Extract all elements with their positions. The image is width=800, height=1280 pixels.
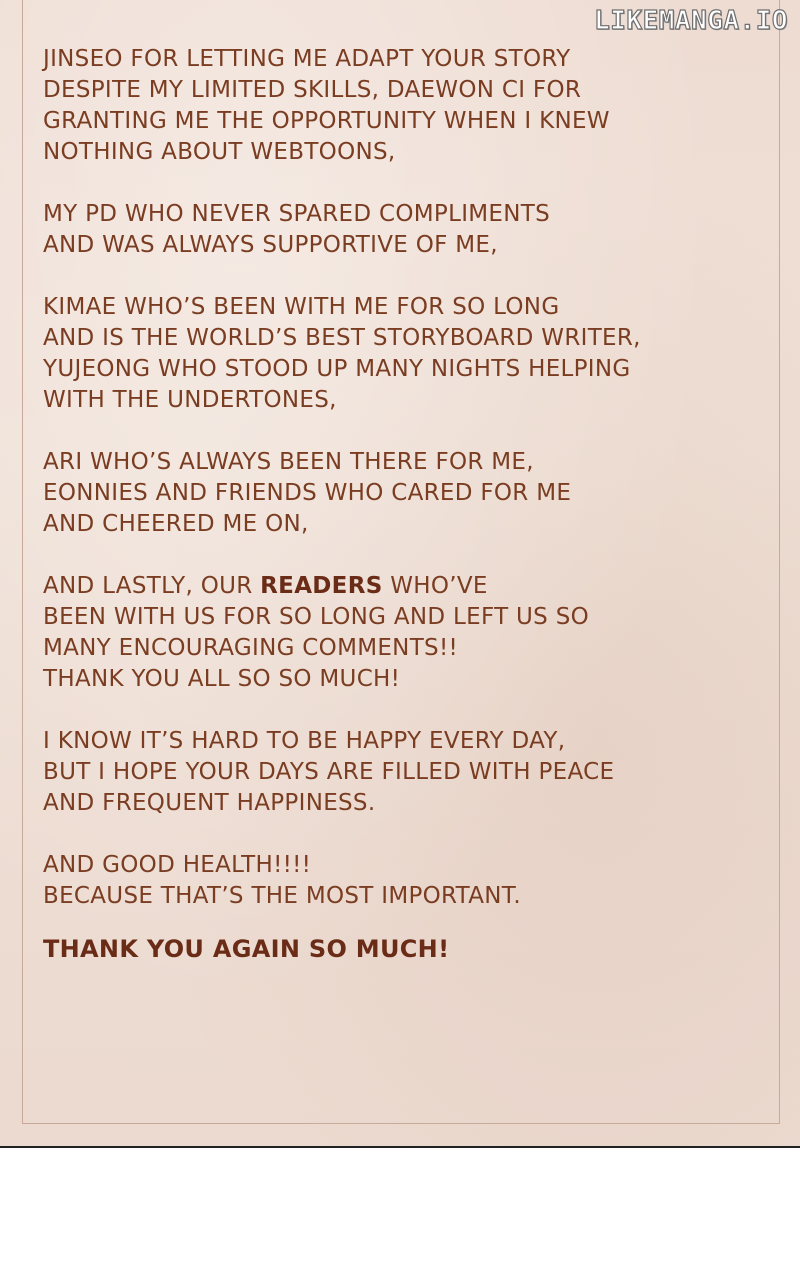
thank-you-letter	[43, 44, 743, 965]
blank-area	[0, 1148, 800, 1280]
letter-text: AND LASTLY, OUR	[43, 573, 253, 599]
letter-line: GRANTING ME THE OPPORTUNITY WHEN I KNEW	[43, 108, 610, 134]
letter-line: AND WAS ALWAYS SUPPORTIVE OF ME,	[43, 232, 498, 258]
site-watermark: LIKEMANGA.IO	[594, 6, 788, 36]
letter-line: DESPITE MY LIMITED SKILLS, DAEWON CI FOR	[43, 77, 582, 103]
letter-line: I KNOW IT’S HARD TO BE HAPPY EVERY DAY,	[43, 728, 566, 754]
letter-line: AND FREQUENT HAPPINESS.	[43, 790, 376, 816]
letter-line: AND GOOD HEALTH!!!!	[43, 852, 312, 878]
letter-line: KIMAE WHO’S BEEN WITH ME FOR SO LONG	[43, 294, 560, 320]
letter-line: MY PD WHO NEVER SPARED COMPLIMENTS	[43, 201, 551, 227]
paragraph-6	[43, 726, 743, 819]
letter-line: NOTHING ABOUT WEBTOONS,	[43, 139, 396, 165]
paragraph-7	[43, 850, 743, 912]
letter-text: WHO’VE	[390, 573, 488, 599]
letter-line: YUJEONG WHO STOOD UP MANY NIGHTS HELPING	[43, 356, 631, 382]
letter-line	[43, 571, 743, 602]
closing-line: THANK YOU AGAIN SO MUCH!	[43, 935, 450, 963]
letter-line: BEEN WITH US FOR SO LONG AND LEFT US SO	[43, 604, 590, 630]
paragraph-5	[43, 571, 743, 695]
letter-line: AND CHEERED ME ON,	[43, 511, 309, 537]
letter-line: JINSEO FOR LETTING ME ADAPT YOUR STORY	[43, 46, 571, 72]
letter-line: THANK YOU ALL SO SO MUCH!	[43, 666, 401, 692]
paragraph-2	[43, 199, 743, 261]
letter-line: ARI WHO’S ALWAYS BEEN THERE FOR ME,	[43, 449, 534, 475]
letter-line: AND IS THE WORLD’S BEST STORYBOARD WRITER,	[43, 325, 641, 351]
paragraph-4	[43, 447, 743, 540]
letter-line: BECAUSE THAT’S THE MOST IMPORTANT.	[43, 883, 521, 909]
letter-line: BUT I HOPE YOUR DAYS ARE FILLED WITH PEACE	[43, 759, 615, 785]
paragraph-1	[43, 44, 743, 168]
paragraph-3	[43, 292, 743, 416]
letter-line: WITH THE UNDERTONES,	[43, 387, 337, 413]
emphasis-word: READERS	[260, 573, 383, 599]
letter-line: MANY ENCOURAGING COMMENTS!!	[43, 635, 458, 661]
letter-line: EONNIES AND FRIENDS WHO CARED FOR ME	[43, 480, 572, 506]
